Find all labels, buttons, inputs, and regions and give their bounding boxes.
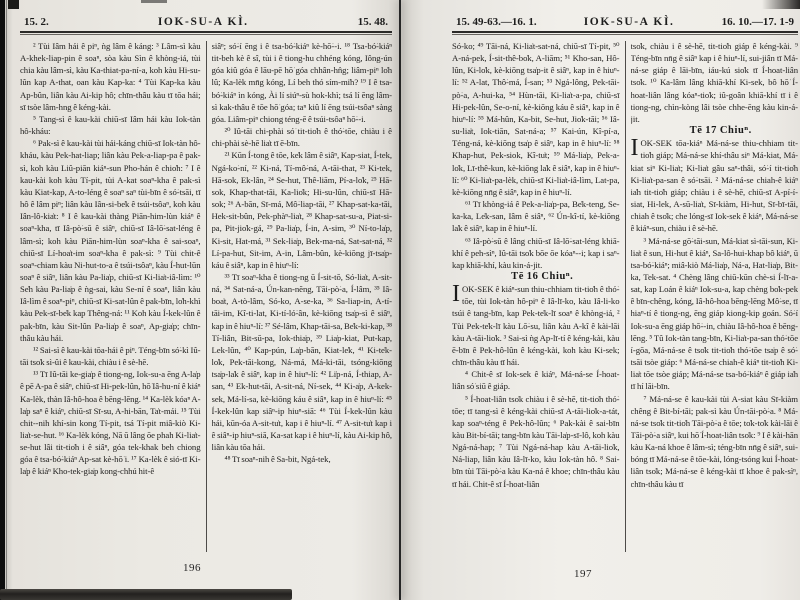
scan-top-left-mark [8,0,19,9]
paragraph: ²⁰ Iû-tāi chi-phài só͘ tit-tio̍h ê thó͘-tōe, chiàu i ê chi-phài sè-hē lia̍t tī ē-bīn. [211,126,392,149]
text-column [20,40,201,552]
scan-left-edge-line [6,0,7,600]
paragraph: ⁴⁸ Tī soaⁿ-nih ê Sa-bit, Ngá-tek, [224,454,331,465]
paragraph: ¹³ Tī Iû-tāi ke-gia̍p ê tiong-ng, Iok-su-a ēng A-la̍p ê pē A-pa ê siâⁿ, chiū-sī Hi-pek-lûn, hō͘ Iâ-hu-ní ê kiáⁿ Ka-lèk, thàn Iâ-hô-hoa ê bēng-lēng. ¹⁴ Ka-lèk kóaⁿ A-la̍p saⁿ ê kiáⁿ, chiū-sī Sī-su, A-hi-bān, Ta̍t-mái. ¹⁵ Tùi chit--nih khí-sin kong Tí-pit, tsá Tí-pit miâ-kiò Ki-lia̍t-se-hut. ¹⁶ Ka-lèk kóng, Nā ū lâng ōe phah Ki-lia̍t-se-hut lâi tit-tio̍h i ê siâⁿ, góa tek-khak beh chiong góa ê tsa-bó͘-kiáⁿ Ap-sat kè-hō͘ i. ¹⁷ Ka-lèk ê sió-tī Ki-la̍p ê kiáⁿ Kho-tek-gia̍p kong-chhú hit-ê [20,369,201,477]
paragraph: ² Tùi Iâm hái ê piⁿ, ǹg lâm ê káng: ³ Lâm-sì kàu A-khek-liap-pin ê soaⁿ, sòa kàu Sìn ê khòng-iá, tùi chia kàu lâm-sì, kàu Ka-thiat-pa-ní-a, koh kàu Hi-su-lûn kap A-that, oan kàu Kap-ka: ⁴ Tùi Kap-ka kàu Ap-bûn, liân kàu Ai-kip hô; chīn-thâu kàu tī tōa hái; sī tsòe lâm-hng ê kéng-kài. [20,41,201,112]
left-page [20,10,392,592]
page-number: 196 [183,562,201,574]
paragraph-text: OK-SEK tōa-kiáⁿ Má-ná-se thiu-chhiam tit-tio̍h giáp; Má-ná-se khí-thâu siⁿ Má-kiat, Má-kiat siⁿ Ki-lia̍t; Ki-lia̍t gâu saⁿ-thâi, só͘-í tit-tio̍h Ki-lia̍t-pa-san ê só͘-tsāi. ² Má-ná-se chiah-ê kiáⁿ ia̍h tit-tio̍h giáp; chiàu i ê sè-hē, chiū-sī A-pí-í-siat, Hi-lek, A-sū-lia̍t, Sī-kiàm, Hi-hut, Sī-bī-tāi, chiah ê tso̍k; che lóng-sī Iok-sek ê kiáⁿ, Má-ná-se ê kiáⁿ-sun, chiàu i ê sè-hē. [630,138,798,234]
scan-top-dash-mark [141,0,167,3]
drop-cap: I [630,135,639,162]
paragraph: ⁶ Pak-sì ê kau-kài tùi hái-káng chiū-sī Iok-tàn hô-kháu, kàu Pek-hat-liap; liân kàu Pek-a-liap-pa ê pak-sì, koh kàu Liû-piān kiáⁿ-sun Pho-hán ê chio̍h: ⁷ I ê kau-kài koh kàu Tí-pit, tùi A-kat soaⁿ-kha ê pak-sì kàu Kiat-kap, A-to-léng ê soaⁿ saⁿ tùi-bīn ê só͘-tsāi, tī hô ê lâm piⁿ; liân kàu Iân-si-be̍k ê tsúi-tsôaⁿ, koh kàu Iân-lô-kia̍t: ⁸ I ê kau-kài thàng Piān-him-lùn kiáⁿ ê soaⁿ-kha, tī Iâ-pò͘-sū ê siâⁿ, chiū-sī Iâ-lō͘-sat-léng ê lâm-sì; koh kàu Piān-him-lùn soaⁿ-kha ê sai-soaⁿ, chiū-sī Lí-hoa̍t-im soaⁿ-kha ê pak-sì: ⁹ Tùi chit-ê soaⁿ-chiam kàu Ni-hut-to-a ê tsúi-tsôaⁿ, kàu Í-hut-lūn soaⁿ ê siâⁿ, liân kàu Pa-lia̍p, chiū-sī Ki-lia̍t-iâ-lìm: ¹⁰ Se̍h kàu Pa-lia̍p ê ǹg-sai, kàu Se-ní ê soaⁿ, liân kàu Iâ-lìm ê soaⁿ-piⁿ, chiū-sī Ki-sat-lûn ê pak-bīn, lo̍h-khì kàu Pek-sī-be̍k kap Thêng-ná: ¹¹ Koh kàu Í-kek-lûn ê pak-bīn, kàu Sit-lûn Pa-lia̍p ê soaⁿ, Ap-gia̍p; chīn-thâu kàu hái. [20,138,201,343]
text-column [212,40,393,552]
header-book-title: IOK-SU-A KÌ. [583,16,675,28]
paragraph: ⁶³ Iâ-pò͘-sū ê lâng chiū-sī Iâ-lō͘-sat-léng khiā-khí ê peh-sìⁿ, Iû-tāi tso̍k bōe ōe kóaⁿ--i; kap i saⁿ-kap khiā-khí, kàu kin-á-jit. [452,235,620,270]
paragraph: ³ Má-ná-se gō͘-tāi-sun, Má-kiat sì-tāi-sun, Ki-lia̍t ê sun, Hi-hut ê kiáⁿ, Sa-lô-hui-khap bô kiáⁿ, ū tsa-bó͘-kiáⁿ; miâ-kiò Má-lia̍p, Ná-a, Hat-lia̍p, Bit-ka, Tek-sat. ⁴ Chèng lâng chiū-kūn chè-si Í-lī-a-sat, kap Loán ê kiáⁿ Iok-su-a, kap chèng bo̍k-pek ê bīn-chêng, kóng, Iâ-hô-hoa bēng-lēng Mô͘-se, tī hiaⁿ-tí ê tiong-ng, ēng giáp kiong-kip goán. Só͘-í Iok-su-a ēng giáp hō͘--in, chiàu Iâ-hô-hoa ê bēng-lēng. ⁵ Tû Iok-tàn tang-bīn, Ki-lia̍t-pa-san thó͘-tōe í-gōa, Má-ná-se ê tso̍k tit-tio̍h thó͘-tōe tsa̍p ê só͘-tsāi tsòe giáp: ⁶ Má-ná-se chiah-ê kiáⁿ tit-tio̍h Ki-lia̍t tōe tsòe giáp; Má-ná-se tsa-bó͘-kiáⁿ ê giáp ia̍h tī hí lāi-bīn. [630,235,798,392]
header-ref-left: 15. 49-63.—16. 1. [456,16,537,28]
paragraph: ⁶¹ Tī khòng-iá ê Pek-a-lia̍p-pa, Be̍k-teng, Se-ka-ka, Le̍k-san, Iâm ê siâⁿ, ⁶² Ún-kî-tí, kè-kiōng la̍k ê siâⁿ, kap in ê hiuⁿ-lí. [452,199,620,234]
paragraph: ⁵ Í-hoat-liân tso̍k chiàu i ê sè-hē, tit-tio̍h thó͘-tōe; tī tang-sì ê kéng-kài chiū-sī A-tāi-lio̍k-a-tát, kap soaⁿ-téng ê Pek-hô-lûn; ⁶ Pak-kài ê sai-bīn kàu Bit-bí-tāi; tang-bīn kàu Tāi-la̍p-sī-lô, koh kàu Ngá-ná-hap; ⁷ Tùi Ngá-ná-hap kàu A-tāi-lio̍k, Ná-liap, liân kàu Iâ-lī-ko, kàu Iok-tàn hô. ⁸ Sai-bīn tùi Tāi-pò͘-a kàu Ka-ná ê khoe; chīn-thâu kàu tī hái. Chit-ê sī Í-hoat-liân [452,393,620,489]
paragraph [452,283,620,368]
scan-left-edge [0,0,5,600]
scan-top-right-smudge [762,0,800,9]
paragraph-text: OK-SEK ê kiáⁿ-sun thiu-chhiam tit-tio̍h ê thó͘-tōe, tùi Iok-tàn hô-piⁿ ê Iâ-lī-ko, kàu Iâ-li-ko tsúi ê tang-bīn, kap Pek-te̍k-lī soaⁿ ê khòng-iá, ² Tùi Pek-te̍k-lī kàu Lō͘-su, liân kàu A-kî ê kài-lāi kàu A-tāi-lio̍k. ³ Sai-sì ǹg Ap-lī-tí ê kéng-kài, kàu ē-bīn ê Pek-hô-lûn ê kéng-kài, koh kàu Ki-sek; chīn-thâu kàu tī hái. [452,284,620,368]
drop-cap: I [452,281,460,308]
header-rule [20,31,392,35]
page-header [20,10,392,28]
page-body [20,40,392,552]
paragraph: siâⁿ; só͘-í ēng i ê tsa-bó͘-kiáⁿ kè-hō͘--i. ¹⁸ Tsa-bó͘-kiáⁿ tit-beh kè ê sî, tùi i ê tiong-hu chhéng kóng, Iông-ún góa kiû góa ê lāu-pē hō͘ góa chhân-hn̂g; liâm-piⁿ lo̍h lû; Ka-lèk mn̄g kóng, Lí beh thó sím-mi̍h? ¹⁹ I ê tsa-bó͘-kiáⁿ ìn kóng, Ài lí siúⁿ-sù hok-khì; tsá lí ēng lâm-sì kak-thâu ê tōe hō͘ góa; taⁿ kiû lí ēng tsúi-tsôaⁿ sàng góa. Liâm-piⁿ chiong téng-ē ê tsúi-tsôaⁿ hō͘--i. [211,41,392,124]
paragraph: ²¹ Kūn Í-tong ê tōe, ke̍k lâm ê siâⁿ, Kap-siat, Í-tek, Ngá-ko͘-ní, ²² Ki-ná, Tí-mô͘-ná, A-tāi-that, ²³ Ki-tek, Hā-sok, Ek-lân, ²⁴ Se-hut, Thê-liām, Pí-a-lo̍k, ²⁵ Hā-sok, Khap-that-tāi, Ka-lio̍k; Hi-su-lûn, chiū-sī Hā-sok; ²⁶ A-bān, Sī-má, Mô͘-liap-tāi, ²⁷ Khap-sat-ka-tāi, Hek-sit-bûn, Pek-phàⁿ-lia̍t, ²⁸ Khap-sat-su-a, Piat-si-pa, Pit-jio̍k-gá, ²⁹ Pa-lia̍p, Í-in, A-sim, ³⁰ Ní-to-la̍p, Ki-sit, Hat-má, ³¹ Sek-lia̍p, Bek-ma-ná, Sat-sat-ná, ³² Lí-pa-hut, Sit-im, A-in, Lâm-bûn, kè-kiōng jī-tsa̍p-káu ê siâⁿ, kap in ê hiuⁿ-lí: [211,150,392,270]
text-column [631,40,799,552]
header-ref-left: 15. 2. [24,16,49,28]
page-gutter-seam [399,0,401,600]
scan-bottom-smudge [0,589,292,600]
page-header [452,10,798,28]
paragraph: ⁷ Má-ná-se ê kau-kài tùi A-siat kàu Sī-kiàm chêng ê Bit-bí-tāi; pak-sì kàu Ún-tāi-pò͘-a. ⁸ Má-ná-se tso̍k tit-tio̍h Tāi-pò͘-a ê tōe; to̍k-to̍k kài-lāi ê Tāi-pò͘-a siâⁿ, kui hō͘ Í-hoat-liân tso̍k: ⁹ I ê kài-hān kàu Ka-ná khoe ê lâm-sì; téng-bīn nn̄g ê siâⁿ, sui-bóng tī Má-ná-se ê tōe-kài, lóng-tsóng kui Í-hoat-liân tso̍k; Má-ná-se ê kéng-kài tī khoe ê pak-sìⁿ, chīn-thâu kàu tī [630,393,798,489]
right-page [452,10,798,592]
paragraph: ¹² Sai-sì ê kau-kài tōa-hái ê piⁿ. Téng-bīn só͘-kì Iû-tāi tso̍k sì-ûi ê kau-kài, chiàu i ê sè-hē. [20,344,201,368]
chapter-heading: Tē 16 Chiuⁿ. [511,270,574,282]
paragraph: tso̍k, chiàu i ê sè-hē, tit-tio̍h giáp ê kéng-kài. ⁹ Téng-bīn nn̄g ê siâⁿ kap i ê hiuⁿ-lí, sui-jiân tī Má-ná-se giáp ê lāi-bīn, iáu-kú sio̍k tī Í-hoat-liân tso̍k. ¹⁰ Ka-lâm lâng khiā-khí Ki-sek, bô hō͘ Í-hoat-liân lâng kóaⁿ-tio̍k; iû-goân khiā-khí tī i ê tiong-ng, chìn-kòng lâi tsòe chhe-ēng kàu kin-á-jit. [630,41,798,124]
column-divider [206,41,207,552]
paragraph: ⁵ Tang-sì ê kau-kài chiū-sī Iâm hái kàu Iok-tàn hô-kháu: [20,113,201,137]
header-ref-right: 15. 48. [357,16,388,28]
header-book-title: IOK-SU-A KÌ. [157,16,249,28]
column-divider [625,41,626,552]
paragraph [631,137,799,234]
paragraph: ³³ Tī soaⁿ-kha ê tiong-ng ū Í-sit-tō, Só-lia̍t, A-sit-ná, ³⁴ Sat-ná-a, Ún-kan-nĕng, Tāi-pò͘-a, Í-lâm, ³⁵ Iâ-boa̍t, A-tò-lâm, Só-ko, A-se-ka, ³⁶ Sa-liap-in, A-tí-tāi-im, Kî-ti-lat, Ki-tí-ló͘-ân, kè-kiōng tsa̍p-sì ê siâⁿ, kap in ê hiuⁿ-lí: ³⁷ Sé-lâm, Khap-tāi-sa, Be̍k-ki-kap, ³⁸ Tí-liân, Bit-sū-pa, Iok-thia̍p, ³⁹ Lia̍p-kiat, Put-kap, Lek-lûn, ⁴⁰ Kap-pún, La̍p-bān, Kiat-le̍k, ⁴¹ Ki-te̍k-lo̍k, Pek-tāi-kong, Ná-má, Má-ki-tāi, tsóng-kiōng tsa̍p-la̍k ê siâⁿ, kap in ê hiuⁿ-lí: ⁴² Li̍p-ná, Í-thiap, A-san, ⁴³ Ek-hut-tāi, A-sit-ná, Ní-sek, ⁴⁴ Ki-a̍p, A-kek-sek, Má-lí-sa, kè-kiōng káu ê siâⁿ, kap in ê hiuⁿ-lí: ⁴⁵ Í-kek-lûn kap siâⁿ-ip hiuⁿ-siā: ⁴⁶ Tùi Í-kek-lûn kàu hái, kūn-óa A-sit-tu̍t, kap i ê hiuⁿ-lí. ⁴⁷ A-sit-tu̍t kap i ê siâⁿ-ip hiuⁿ-siā, Ka-sat kap i ê hiuⁿ-lí, kàu Ai-kip hô, liân kàu tōa hái. [211,271,392,453]
paragraph: Só-ko; ⁴⁹ Tāi-ná, Ki-lia̍t-sat-ná, chiū-sī Tí-pit, ⁵⁰ A-ná-pek, Í-sit-thê-bo̍k, A-liām; ⁵¹ Kho-san, Hô-lûn, Ki-lo̍k, kè-kiōng tsa̍p-it ê siâⁿ, kap in ê hiuⁿ-lí: ⁵² A-lat, Thô͘-má, Í-san; ⁵³ Ngá-lông, Pek-tāi-pò͘-a, A-hui-ka, ⁵⁴ Hùn-tāi, Ki-lia̍t-a-pa, chiū-sī Hi-pek-lûn, Se-o-ní, kè-kiōng káu ê siâⁿ, kap in ê hiuⁿ-lí: ⁵⁵ Má-hûn, Ka-bit, Se-hut, Jio̍k-tāi; ⁵⁶ Iâ-su-lia̍t, Iok-tiān, Sat-ná-a; ⁵⁷ Kai-ún, Kî-pí-a, Téng-ná, kè-kiōng tsa̍p ê siâⁿ, kap in ê hiuⁿ-lí: ⁵⁸ Khap-hut, Pek-siok, Kî-tu̍t; ⁵⁹ Má-lia̍p, Pek-a-lo̍k, Lī-thê-kun, kè-kiōng la̍k ê siâⁿ, kap in ê hiuⁿ-lí: ⁶⁰ Ki-lia̍t-pa-lèk, chiū-sī Ki-lia̍t-iâ-lìm, Lat-pa, kè-kiōng nn̄g ê siâⁿ, kap in ê hiuⁿ-lí. [452,41,620,197]
page-body [452,40,798,552]
header-rule [452,31,798,35]
text-column [452,40,620,552]
header-ref-right: 16. 10.—17. 1-9 [721,16,794,28]
paragraph: ⁴ Chit-ê sī Iok-sek ê kiáⁿ, Má-ná-se Í-hoat-liân só͘ siū ê giáp. [452,369,620,392]
chapter-heading: Tē 17 Chiuⁿ. [689,125,752,137]
page-number: 197 [574,568,592,580]
